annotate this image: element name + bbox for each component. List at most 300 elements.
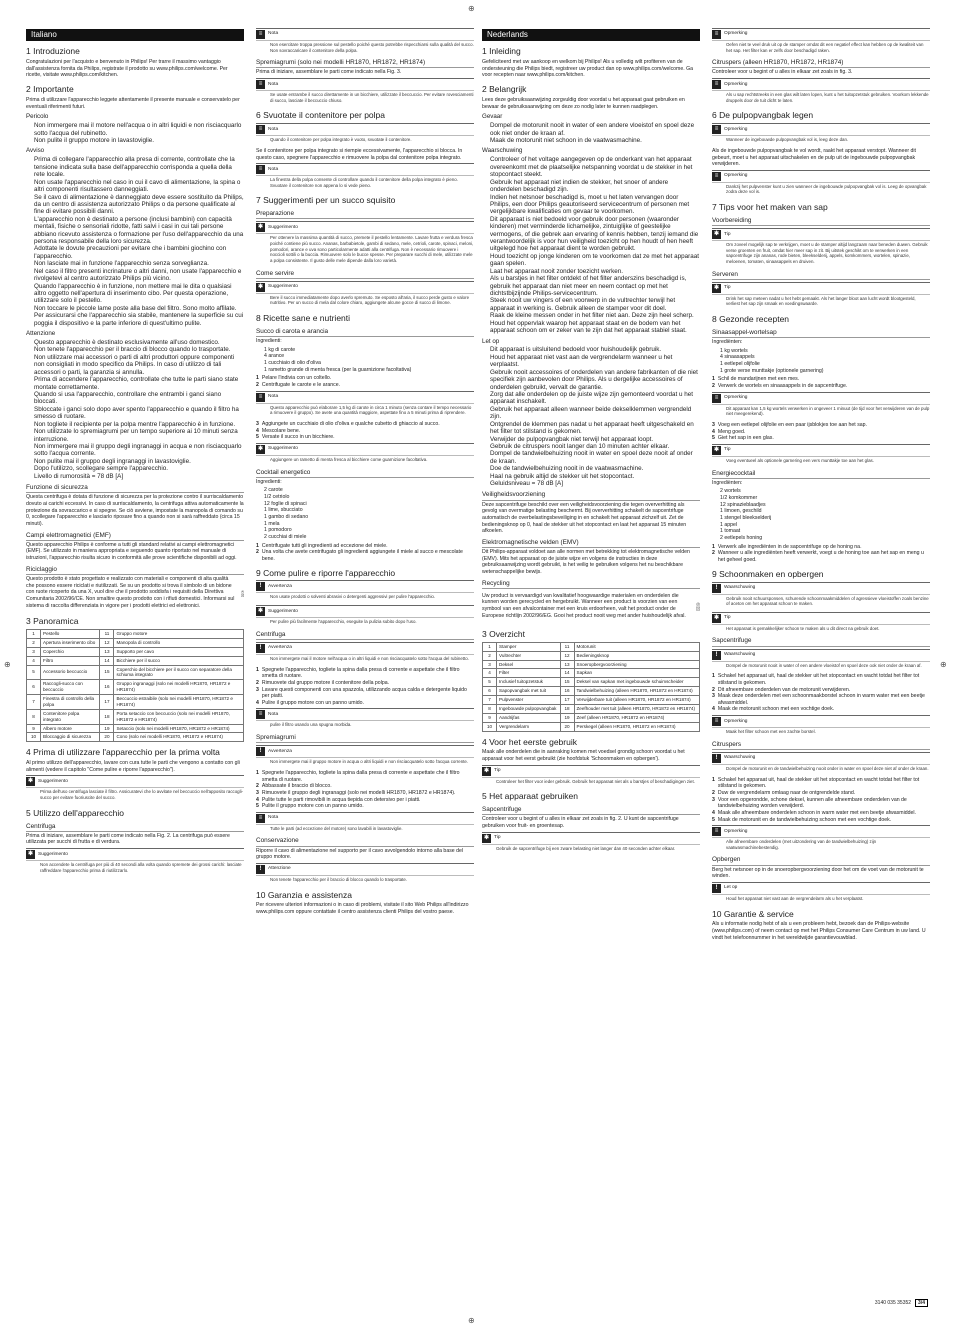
list-item: • Gebruik nooit accessoires of onderdelen van andere fabrikanten of die niet specifiek zijn aanbevolen door Philips. Als u dergelijke accessoires of onderdelen gebruikt, vervalt de garantie. [490,369,700,391]
cell: Deksel [497,660,561,669]
cell: Motorunit [574,642,700,651]
step-number: 1 [712,543,715,550]
subsection-title: Sapcentrifuge [712,637,930,646]
tip-icon: ✱ [27,851,34,858]
tip-label: Tip [724,447,731,453]
list-item: • 4 sinaasappels [720,354,930,361]
subsection-title: Funzione di sicurezza [26,484,244,493]
step-number: 4 [256,699,259,706]
note-label: Nota [268,711,279,717]
tip-text: Per ottenere la massima quantità di succo, premete il pestello lentamente. Lavare frutta e verdura fresca poiché contiene più succo. Ananas, barbabietole, gambi di sedano, mele, cetrioli, carote, spinaci, meloni, pomodori, arance e uva sono particolarmente adatti alla centrifuga. Non è necessario rimuovere i noccioli sottili o la buccia. Rimuovere solo le bucce spesse. Per preparare succhi di mele, utilizzate mele a polpa consistente. Il gusto delle mele dipende dalla loro varietà. [270,235,474,263]
tip-label: Suggerimento [268,284,298,290]
cell: 5 [27,665,41,680]
warning-label: Avvertenza [268,748,292,754]
step-text: Dit afneembare onderdelen van de motorunit verwijderen. [717,686,851,693]
note-header [256,29,474,41]
cell: Vergrendelarm [497,722,561,731]
warning-box [256,580,474,602]
cell: Inclusief tuitopzetstuk [497,678,561,687]
step-number: 3 [712,421,715,428]
note-label: Opmerking [724,31,748,37]
subsection-title: Come servire [256,270,474,279]
note-box [256,163,474,190]
caution-icon: ! [712,884,721,893]
cell: 4 [483,669,497,678]
note-header [712,393,930,405]
list-item: • Non toccare le piccole lame poste alla base del filtro. Sono molto affilate. [34,305,244,312]
step-number: 1 [256,375,259,382]
warning-text: Non immergete mai il motore nell'acqua o in altri liquidi e non risciacquatelo sotto l'acqua del rubinetto. [270,655,469,661]
cell: 11 [560,642,574,651]
cell: Perskegel (alleen HR1870, HR1872 en HR1874) [574,722,700,731]
list-item: • 1 gambo di sedano [264,514,474,521]
note-box [712,825,930,852]
subsection-title: Spremiagrumi (solo nei modelli HR1870, HR1872, HR1874) [256,59,474,68]
paragraph: Controleer voor u begint of u alles in elkaar zet zoals in fig. 3. [712,69,853,76]
warning-label: Waarschuwing [724,652,756,657]
section-title: 2 Belangrijk [482,84,527,95]
caution-header [712,883,930,895]
registration-mark-icon: ⊕ [4,660,11,669]
list-item: • Indien het netsnoer beschadigd is, moet u het laten vervangen door Philips, een door Philips geautoriseerd servicecentrum of personen met vergelijkbare kwalificaties om gevaar te voorkomen. [490,194,700,216]
section-title: 9 Schoonmaken en opbergen [712,568,824,579]
paragraph: Prima di iniziare, assemblare le parti come indicato nella Fig. 3. [256,69,402,76]
section-title: 2 Importante [26,84,74,95]
cell: 10 [27,733,41,742]
step-number: 2 [712,383,715,390]
step [712,435,930,442]
note-label: Nota [268,31,279,37]
step [256,434,474,441]
tip-label: Tip [724,615,731,621]
note-label: Opmerking [724,173,748,179]
tip-header [256,282,474,294]
tip-icon: ✱ [713,231,720,238]
step [256,680,474,687]
note-label: Opmerking [724,828,748,834]
cell: Apertura inserimento cibo [41,638,100,647]
cell: Zeef (alleen HR1870, HR1872 en HR1874) [574,713,700,722]
table-row [483,713,700,722]
tip-icon: ✱ [483,834,490,841]
step [256,803,474,810]
warning-header [256,643,474,655]
tip-header [256,444,474,456]
cell: 11 [100,630,114,639]
subsection-title: Serveren [712,271,930,280]
step [712,797,930,810]
cell: Ingebouwde pulpopvangbak [497,704,561,713]
cell: 7 [27,695,41,710]
step [712,790,930,797]
note-label: Nota [268,815,279,821]
step-text: Meng goed. [717,428,746,435]
tip-label: Suggerimento [38,778,68,784]
note-box [712,123,930,145]
subheading: Gevaar [482,113,503,121]
cell: Coperchio del bicchiere per il succo con separatore della schiuma integrato [114,665,244,680]
note-header [256,124,474,136]
list-item: • Gebruik het apparaat niet indien de stekker, het snoer of andere onderdelen beschadigd zijn. [490,179,700,194]
list-item: • 1 appel [720,522,930,529]
step-number: 2 [256,382,259,389]
cell: Gruppo motore [114,630,244,639]
subsection-title: Voorbereiding [712,217,930,226]
paragraph: Berg het netsnoer op in de snoeropbergvoorziening door het om de voet van de motorunit te winden. [712,866,924,880]
step-number: 3 [256,789,259,796]
table-row [27,638,244,647]
list-item: • Quando l'apparecchio è in funzione, non mettere mai le dita o qualsiasi altro oggetto nell'apertura di inserimento cibo. Per questa operazione, utilizzare solo il pestello. [34,283,244,305]
cell: Sapopvangbak met tuit [497,687,561,696]
step-number: 5 [712,816,715,823]
note-icon: ≡ [256,30,265,39]
cell: Zeefhouder met tuit (alleen HR1870, HR1872 en HR1874) [574,704,700,713]
cell: 15 [560,678,574,687]
ingredients-list [256,347,474,374]
list [26,122,244,144]
list-item: • 1 rametto grande di menta fresca (per la guarnizione facoltativa) [264,367,474,374]
step [256,382,474,389]
warning-box [256,642,474,664]
cell: 9 [483,713,497,722]
step-number: 5 [256,434,259,441]
recycling-block [482,590,700,624]
step [712,544,930,551]
cell: 15 [100,665,114,680]
list-item: • 1 eetlepel olijfolie [720,361,930,368]
list-item: • 2 wortels [720,488,930,495]
cell: 7 [483,696,497,705]
tip-label: Tip [494,835,501,841]
step [712,817,930,824]
cell: 17 [100,695,114,710]
list-item: • Raak de kleine messen onder in het filter niet aan. Deze zijn heel scherp. [490,312,700,319]
cell: Sapkan [574,669,700,678]
cell: 12 [100,638,114,647]
tip-header [256,222,474,234]
paragraph: Questo apparecchio Philips è conforme a tutti gli standard relativi ai campi elettromagnetici (EMF). Se utilizzato in maniera appropriata e seguendo quanto riportato nel manuale di istruzioni, l'apparecchio risulta sicuro in conformità alle prove scientifiche disponibili ad oggi. [26,541,237,562]
list-item: • 1 lime, sbucciato [264,507,474,514]
list-item: • Non pulite il gruppo motore in lavastoviglie. [34,137,244,144]
warning-header [256,581,474,593]
warning-label: Avvertenza [268,583,292,589]
step-number: 4 [256,427,259,434]
list-item: • 1 grote verse munttakje (optionele garnering) [720,368,930,375]
subsection-title: Preparazione [256,210,474,219]
list-item: • Als u barstjes in het filter ontdekt of het filter anderszins beschadigd is, gebruik het apparaat dan niet meer en neem contact op met het dichtstbijzijnde Philips-servicecentrum. [490,275,700,297]
caution-label: Let op [724,885,738,891]
steps-list [712,777,930,824]
step [712,376,930,383]
step-number: 1 [256,769,259,776]
subheading: Waarschuwing [482,147,523,155]
list [482,346,700,487]
paragraph: Prima di iniziare, assemblare le parti come indicato nella Fig. 2. La centrifuga può essere utilizzata per succhi di frutta e di verdura. [26,832,230,846]
list-item: • Non utilizzate lo spremiagrumi per un tempo superiore ai 10 minuti senza interruzione. [34,428,244,443]
ingredients-label: Ingredienti: [256,478,282,485]
note-text: Se usate entrambe il succo direttamente in un bicchiere, utilizzate il beccuccio. Per evitare rovesciamenti di succo, lasciate il beccuccio chiuso. [270,92,474,103]
warning-label: Waarschuwing [724,755,756,761]
table-row [483,722,700,731]
page-number: 3/4 [915,1299,928,1307]
steps-list [712,422,930,442]
note-box [712,28,930,55]
caution-text: Non tenete l'apparecchio per il braccio di blocco quando lo trasportate. [270,876,408,882]
paragraph: Riporre il cavo di alimentazione nel supporto per il cavo avvolgendolo intorno alla base del gruppo motore. [256,847,464,861]
note-icon: ≡ [256,710,265,719]
step [256,790,474,797]
table-row [483,696,700,705]
overview-table [26,629,244,742]
step-text: Maak alle afneembare onderdelen schoon in warm water met een beetje afwasmiddel. [717,809,916,816]
list-item: • 12 spinazieblaadjes [720,502,930,509]
step-text: Schakel het apparaat uit, haal de stekker uit het stopcontact en wacht totdat het filter tot stilstand is gekomen. [717,776,920,790]
step-number: 3 [712,693,715,700]
warning-icon: ! [712,651,721,660]
list-item: • 2 carote [264,487,474,494]
note-box [256,812,474,834]
tip-label: Tip [724,231,731,237]
cell: Setaccio (solo nei modelli HR1870, HR1872 e HR1874) [114,724,244,733]
paragraph: Se il contenitore per polpa integrato si riempie eccessivamente, l'apparecchio si blocca. In questo caso, spegnere l'apparecchio e rimuovere la polpa dal contenitore polpa integrato. [256,147,463,161]
subsection-title: Sinaasappel-wortelsap [712,329,930,338]
tip-header [26,849,244,861]
step [256,783,474,790]
table-row [27,630,244,639]
list-item: • Nel caso il filtro presenti incrinature o altri danni, non usate l'apparecchio e rivolgetevi al centro autorizzato Philips più vicino. [34,268,244,283]
list-item: • 1 stengel bleekselderij [720,515,930,522]
table-row [483,642,700,651]
note-text: Quando il contenitore per polpa integrato è vuoto, svuotate il contenitore. [270,137,412,143]
step-text: Maak deze onderdelen met een schoonmaakborstel schoon in warm water met een beetje afwasmiddel. [717,693,925,706]
paragraph: Als u informatie nodig hebt of als u een probleem hebt, bezoek dan de Philips-website (www.philips.com) of neem contact op met het Philips Consumer Care Centrum in uw land. U vindt het telefoonnummer in het wereldwijde garantievouwblad. [712,921,926,941]
step-text: Lavare questi componenti con una spazzola, utilizzando acqua calda e detergente liquido per piatti. [261,686,467,700]
table-row [483,651,700,660]
paragraph: Uw product is vervaardigd van kwalitatief hoogwaardige materialen en onderdelen die kunnen worden gerecycled en hergebruikt. Wanneer een product is voorzien van een symbool van een afvalcontainer met een kruis erdoorheen, valt het product onder de Europese richtlijn 2002/96/EG. Gooi het product nooit weg met ander huishoudelijk afval. [482,592,686,619]
tip-label: Suggerimento [268,446,298,452]
warning-label: Avvertenza [268,645,292,651]
step-number: 4 [712,809,715,816]
step [712,777,930,790]
note-text: pulire il filtro usando una spugna morbida. [270,722,352,728]
step-number: 5 [256,803,259,810]
section-title: 1 Inleiding [482,46,521,57]
section-title: 6 Svuotate il contenitore per polpa [256,110,386,121]
table-row [483,704,700,713]
step-text: Abbassate il braccio di blocco. [261,783,332,790]
paragraph: Questa centrifuga è dotata di funzione di sicurezza per la protezione contro il surriscaldamento dovuto ai carichi eccessivi. In caso di surriscaldamento, la centrifuga attiva automaticamente la protezione da sovraccarico e si spegne. Se ciò avviene, impostate la manopola di comando su 0, scollegare l'apparecchio e lasciarlo riposare fino a quando non si sarà raffreddato (circa 15 minuti). [26,494,244,527]
tip-header [712,445,930,457]
list-item: • Prima di collegare l'apparecchio alla presa di corrente, controllate che la tensione indicata sulla base dell'apparecchio corrisponda a quella della rete locale. [34,156,244,178]
cell: 18 [560,704,574,713]
step-text: Voeg een eetlepel olijfolie en een paar ijsblokjes toe aan het sap. [717,421,867,428]
cell: 20 [560,722,574,731]
section-title: 5 Utilizzo dell'apparecchio [26,807,125,818]
note-header [256,164,474,176]
cell: Stamper [497,642,561,651]
warning-header [256,746,474,758]
note-icon: ≡ [256,393,265,402]
cell: Manopola di controllo [114,638,244,647]
paragraph: Prima di utilizzare l'apparecchio leggete attentamente il presente manuale e conservatelo per eventuali riferimenti futuri. [26,96,240,110]
step [712,383,930,390]
step-number: 1 [256,666,259,673]
step [712,687,930,694]
step [256,549,474,562]
tip-box [256,281,474,308]
subsection-title: Citruspers [712,741,930,750]
tip-header [712,613,930,625]
document-code: 3140 035 35352 [874,1300,912,1306]
tip-icon: ✱ [257,283,264,290]
note-label: Opmerking [724,718,748,724]
step [712,429,930,436]
note-text: Non esercitare troppa pressione sul pestello poiché questo potrebbe rispecchiarsi sulla qualità del succo. Non sovraccaricare il contenitore della polpa. [270,42,474,53]
warning-header [712,753,930,765]
tip-box [482,765,700,787]
step-text: Mescolare bene. [261,427,301,434]
tip-box [26,848,244,875]
tip-text: Drink het sap meteen nadat u het hebt gemaakt. Als het langer bloot aan lucht wordt blootgesteld, verliest het sap zijn smaak en voedingswaarde. [726,295,916,307]
ingredients-list [256,487,474,540]
list-item: • 1 cucchiaio di olio d'oliva [264,360,474,367]
section-title: 4 Prima di utilizzare l'apparecchio per la prima volta [26,747,220,758]
paragraph: Gefeliciteerd met uw aankoop en welkom bij Philips! Als u volledig wilt profiteren van de ondersteuning die Philips biedt, registreer uw product dan op www.philips.com/welcome. Ga voor recepten naar www.philips.com/kitchen. [482,59,694,79]
step-text: Spegnete l'apparecchio, togliete la spina dalla presa di corrente e aspettate che il filtro smetta di ruotare. [261,769,460,783]
note-header [712,716,930,728]
warning-icon: ! [256,747,265,756]
cell: 13 [100,647,114,656]
note-label: Nota [268,81,279,87]
steps-list [256,770,474,810]
warning-icon: ! [712,584,721,593]
cell: 3 [27,647,41,656]
list [26,156,244,327]
note-icon: ≡ [256,80,265,89]
warning-box [712,649,930,671]
note-label: Opmerking [724,395,748,401]
steps-list [256,543,474,563]
cell: Accessorio beccuccio [41,665,100,680]
section-title: 9 Come pulire e riporre l'apparecchio [256,567,396,578]
cell: 10 [483,722,497,731]
note-box [256,28,474,55]
warning-text: Dompel de motorunit nooit in water of een andere vloeistof en spoel deze ook niet onder de kraan af. [726,662,922,668]
tip-box [712,444,930,466]
list-item: • Per assicurarsi che l'apparecchio sia stabile, mantenere la superficie su cui poggia il dispositivo e la parte inferiore di quest'ultimo pulite. [34,312,244,327]
list-item: • Gebruik de citruspers nooit langer dan 10 minuten achter elkaar. [490,443,700,450]
warning-icon: ! [256,582,265,591]
cell: Pulpvenster [497,696,561,705]
tip-text: Voeg eventueel als optionele garnering een vers munttakje toe aan het glas. [726,457,874,463]
step [256,421,474,428]
list-item: • Adottate le dovute precauzioni per evitare che i bambini giochino con l'apparecchio. [34,245,244,260]
registration-mark-icon: ⊕ [468,1316,475,1325]
tip-text: Gebruik de sapcentrifuge bij een zware belasting niet langer dan 40 seconden achter elkaar. [496,845,676,851]
cell: Filter [497,669,561,678]
step-number: 3 [256,686,259,693]
cell: Contenitore polpa integrato [41,709,100,724]
cell: 12 [560,651,574,660]
step-text: Wanneer u alle ingrediënten heeft verwerkt, voegt u de honing toe aan het sap en meng u het geheel goed. [717,550,924,563]
list-item: • 4 arance [264,353,474,360]
list-item: • Non lasciate mai in funzione l'apparecchio senza sorveglianza. [34,260,244,267]
section-title: 10 Garanzia e assistenza [256,889,352,900]
note-icon: ≡ [712,827,721,836]
table-row [483,660,700,669]
paragraph: Dit Philips-apparaat voldoet aan alle normen met betrekking tot elektromagnetische velden (EMV). Mits het apparaat op de juiste wijze en volgens de instructies in deze gebruiksaanwijzing wordt gebruikt, is het veilig te gebruiken volgens het nu beschikbare wetenschappelijke bewijs. [482,549,690,576]
section-title: 4 Voor het eerste gebruik [482,736,577,747]
list-item: • Non tenete l'apparecchio per il braccio di blocco quando lo trasportate. [34,346,244,353]
tip-text: Bere il succo immediatamente dopo averlo spremuto. Se esposto all'aria, il succo perde gusto e valore nutritivo. Per un succo di mela dal colore chiaro, aggiungete alcune gocce di succo di limone. [270,294,470,306]
subsection-title: Opbergen [712,856,930,865]
table-row [483,678,700,687]
registration-mark-icon: ⊕ [468,4,475,13]
note-label: Nota [268,394,279,400]
registration-mark-icon: ⊕ [940,660,947,669]
warning-icon: ! [712,754,721,763]
list-item: • Livello di rumorosità = 78 dB [A] [34,473,244,480]
cell: 8 [483,704,497,713]
note-box [712,392,930,419]
step-number: 3 [712,796,715,803]
tip-label: Tip [494,768,501,774]
list-item: • Non immergere mai il gruppo degli ingranaggi in acqua e non risciacquarlo sotto l'acqua corrente. [34,443,244,458]
subsection-title: Conservazione [256,837,474,846]
note-icon: ≡ [712,717,721,726]
step-text: Schil de mandarijnen met een mes. [717,376,800,383]
list-item: • 1 mela [264,521,474,528]
list [482,156,700,334]
step [256,797,474,804]
list-item: • Ontgrendel de klemmen pas nadat u het apparaat heeft uitgeschakeld en het filter tot stilstand is gekomen. [490,421,700,436]
caution-text: Houd het apparaat niet vast aan de vergrendelarm als u het verplaatst. [726,895,864,901]
step-number: 1 [712,673,715,680]
ingredients-label: Ingredienti: [256,338,282,345]
list-item: • Dompel de tandwielbehuizing nooit in water en spoel deze nooit af onder de kraan. [490,450,700,465]
subsection-title: Centrifuga [26,823,244,832]
list-item: • Geluidsniveau = 78 dB [A] [490,480,700,487]
step-text: Centrifugate le carote e le arance. [261,382,341,389]
note-label: Opmerking [724,126,748,132]
list-item: • Haal na gebruik altijd de stekker uit het stopcontact. [490,473,700,480]
subsection-title: Riciclaggio [26,566,244,575]
list-item: • Maak de motorunit niet schoon in de vaatwasmachine. [490,137,700,144]
tip-icon: ✱ [713,614,720,621]
cell: Snoeropbergvoorziening [574,660,700,669]
tip-label: Suggerimento [268,608,298,614]
note-text: Oefen niet te veel druk uit op de stamper omdat dit een negatief effect kan hebben op de kwaliteit van het sap. Het filter kan er zelfs door beschadigd raken. [726,42,924,53]
step-text: Verwerk de wortels en sinaasappels in de sapcentrifuge. [717,383,848,390]
list-item: • Houd toezicht op jonge kinderen om te voorkomen dat ze met het apparaat gaan spelen. [490,253,700,268]
note-text: Als u sap rechtstreeks in een glas wilt laten lopen, kunt u het tuitopzetstuk gebruiken. Voorkom lekkende druppels door de tuit dicht te laten. [726,92,929,103]
cell: 4 [27,656,41,665]
note-label: Nota [268,126,279,132]
table-row [27,647,244,656]
step-text: Pulite tutte le parti rimovibili in acqua tiepida con detersivo per i piatti. [261,796,421,803]
step [256,667,474,680]
cell: Beccuccio estraibile (solo nei modelli HR1870, HR1872 e HR1874) [114,695,244,710]
table-row [27,680,244,695]
note-icon: ≡ [256,165,265,174]
warning-text: Non usate prodotti o solventi abrasivi o detergenti aggressivi per pulire l'apparecchio. [270,594,436,600]
tip-box [712,282,930,309]
note-box [712,715,930,737]
note-icon: ≡ [256,125,265,134]
tip-text: Per pulire più facilmente l'apparecchio, eseguite la pulizia subito dopo l'uso. [270,619,417,625]
tip-icon: ✱ [713,284,720,291]
step-number: 5 [712,435,715,442]
